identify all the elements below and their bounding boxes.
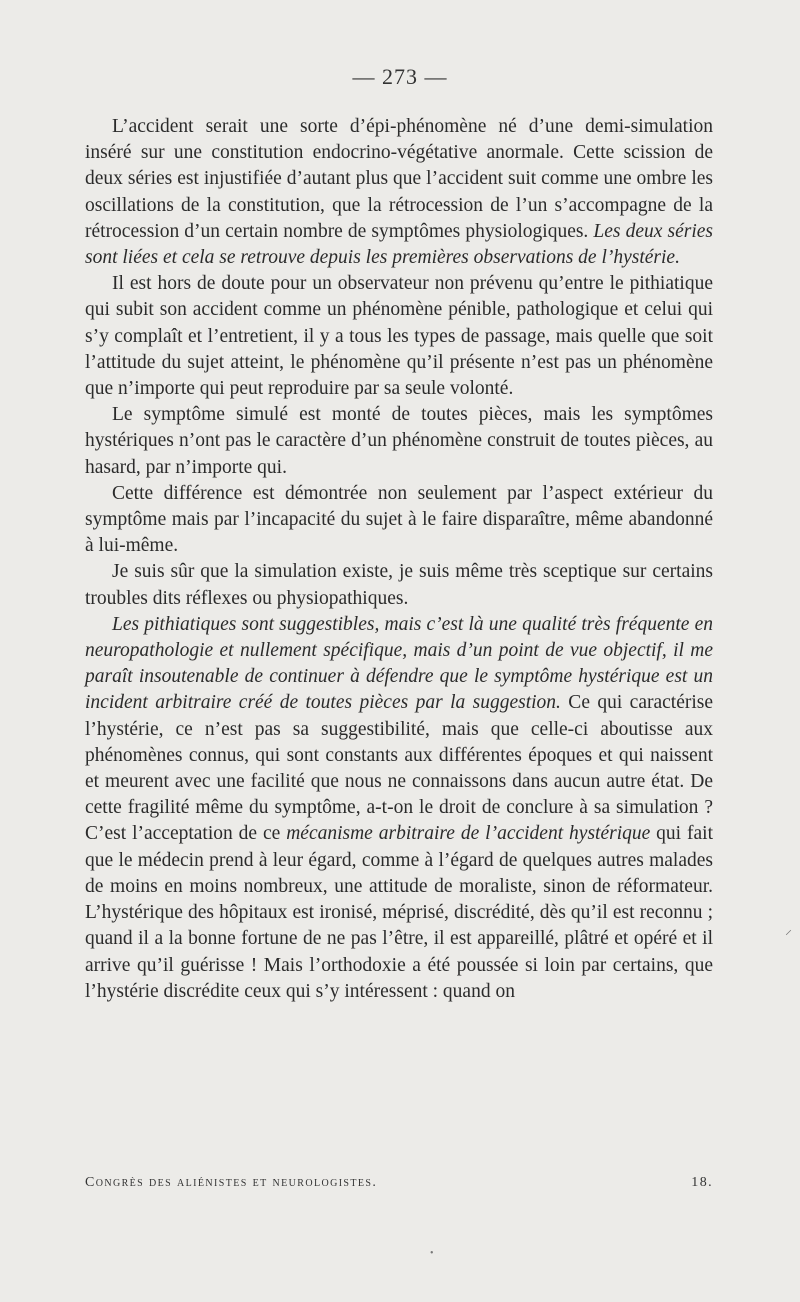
paragraph-6-text-2: qui fait que le médecin prend à leur égard, comme à l’égard de quelques autres malades de moins en moins nombreux, une attitude de moraliste, sinon de réformateur. L’hystérique des hôpitaux est ironisé, méprisé, discrédité, dès qu’il est reconnu ; quand il a la bonne fortune de ne pas l’être, il est appareillé, plâtré et opéré et il arrive qu’il guérisse ! Mais l’orthodoxie a été poussée si loin par certains, que l’hystérie discrédite ceux qui s’y intéressent : quand on bbox=[85, 823, 713, 1002]
print-speck: • bbox=[430, 1248, 434, 1259]
page-number: — 273 — bbox=[352, 64, 448, 89]
footer-signature: Congrès des aliénistes et neurologistes. bbox=[85, 1175, 378, 1190]
paragraph-4-text: Cette différence est démontrée non seulement par l’aspect extérieur du symptôme mais par l’incapacité du sujet à le faire disparaître, même abandonné à lui-même. bbox=[85, 482, 713, 557]
paragraph-2-text: Il est hors de doute pour un observateur non prévenu qu’entre le pithiatique qui subit son accident comme un phénomène pénible, pathologique et celui qui s’y complaît et l’entretient, il y a tous les types de passage, mais quelle que soit l’attitude du sujet atteint, le phénomène qu’il présente n’est pas un phénomène que n’importe qui peut reproduire par sa seule volonté. bbox=[85, 273, 713, 400]
paragraph-3 bbox=[85, 402, 713, 481]
paragraph-1-text: L’accident serait une sorte d’épi-phénomène né d’une demi-simulation inséré sur une constitution endocrino-végétative anormale. Cette scission de deux séries est injustifiée d’autant plus que l’accident suit comme une ombre les oscillations de la constitution, que la rétrocession de l’un s’accompagne de la rétrocession d’un certain nombre de symptômes physiologiques. bbox=[85, 116, 713, 242]
paragraph-6-italic-2: mécanisme arbitraire de l’accident hystérique bbox=[286, 823, 651, 845]
paragraph-6-text: Ce qui caractérise l’hystérie, ce n’est pas sa suggestibilité, mais que celle-ci aboutisse aux phénomènes connus, qui sont constants aux différentes époques et qui naissent et meurent avec une facilité que nous ne connaissons dans aucun autre état. De cette fragilité même du symptôme, a-t-on le droit de conclure à sa simulation ? C’est l’acceptation de ce bbox=[85, 692, 714, 845]
paragraph-4 bbox=[85, 481, 713, 560]
paragraph-5-text: Je suis sûr que la simulation existe, je suis même très sceptique sur certains troubles dits réflexes ou physiopathiques. bbox=[85, 561, 713, 609]
paragraph-6-italic: Les pithiatiques sont suggestibles, mais c’est là une qualité très fréquente en neuropathologie et nullement spécifique, mais d’un point de vue objectif, il me paraît insoutenable de continuer à défendre que le symptôme hystérique est un incident arbitraire créé de toutes pièces par la suggestion. bbox=[85, 613, 713, 714]
paragraph-1-italic: Les deux séries sont liées et cela se retrouve depuis les premières observations de l’hystérie. bbox=[85, 220, 713, 269]
body-text bbox=[85, 114, 713, 1005]
footer-signature-line bbox=[85, 1175, 713, 1191]
footer-sheet-number: 18. bbox=[691, 1175, 713, 1190]
paragraph-5 bbox=[85, 559, 713, 611]
paragraph-2 bbox=[85, 271, 713, 402]
paragraph-1 bbox=[85, 114, 713, 271]
margin-mark: ⸝ bbox=[785, 923, 792, 938]
paragraph-3-text: Le symptôme simulé est monté de toutes pièces, mais les symptômes hystériques n’ont pas le caractère d’un phénomène construit de toutes pièces, au hasard, par n’importe qui. bbox=[85, 404, 713, 478]
paragraph-6 bbox=[85, 612, 713, 1005]
